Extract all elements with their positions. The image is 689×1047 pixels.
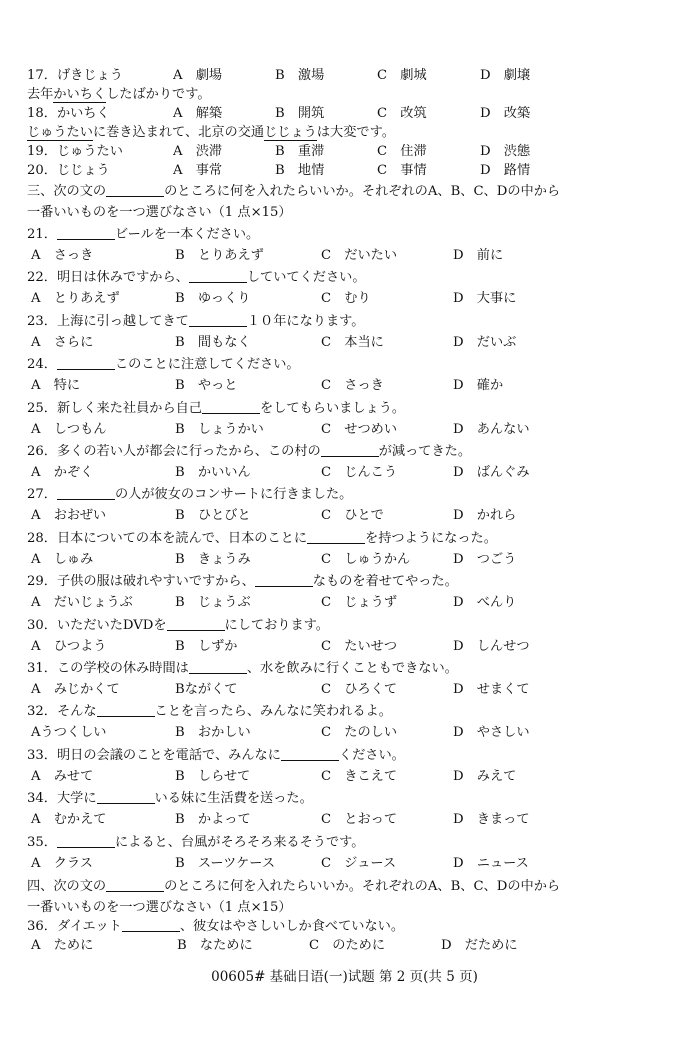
option-a: A だいじょうぶ (31, 595, 133, 610)
question-stem: 23．上海に引っ越してきて (27, 314, 189, 329)
question-28 (27, 529, 669, 549)
options-36 (27, 936, 669, 956)
vocab-options-17 (27, 66, 669, 86)
option-b: B きょうみ (175, 552, 251, 567)
option-c: C 事情 (377, 163, 427, 178)
option-a: A 渋滞 (173, 144, 223, 159)
option-a: A おおぜい (31, 508, 107, 523)
option-c: C のために (309, 938, 386, 953)
answer-blank (255, 572, 313, 587)
answer-blank (106, 182, 164, 197)
section-3-heading (27, 182, 669, 202)
option-a: A みじかくて (31, 682, 120, 697)
option-c: C 本当に (321, 335, 384, 350)
question-22 (27, 268, 669, 288)
options-30 (27, 637, 669, 657)
sentence-18 (27, 85, 669, 105)
answer-blank (189, 659, 247, 674)
option-d: D 渋態 (480, 144, 531, 159)
option-c: C さっき (321, 378, 384, 393)
option-d: D 大事に (453, 291, 517, 306)
page-footer: 00605# 基础日语(一)试题 第 2 页(共 5 页) (211, 969, 478, 985)
option-a: A かぞく (31, 465, 94, 480)
option-b: B しょうかい (175, 422, 264, 437)
question-stem: 、彼女はやさしいしか食べていない。 (179, 919, 405, 934)
section-heading-text: のところに何を入れたらいいか。それぞれのA、B、C、Dの中から (164, 184, 561, 199)
sentence-text: 去年 (27, 87, 54, 102)
sentence-text: は大変です。 (316, 125, 395, 140)
options-32 (27, 723, 669, 743)
option-d: D ニュース (453, 856, 529, 871)
question-23 (27, 312, 669, 332)
option-a: A 解築 (173, 106, 223, 121)
question-stem: 26．多くの若い人が都会に行ったから、この村の (27, 444, 321, 459)
options-28 (27, 550, 669, 570)
question-stem: 34．大学に (27, 791, 97, 806)
question-stem: していてください。 (246, 270, 366, 285)
option-d: D 改築 (480, 106, 531, 121)
question-stem: 36．ダイエット (27, 919, 122, 934)
option-d: D しんせつ (453, 639, 530, 654)
question-35 (27, 833, 669, 853)
option-b: B 開筑 (275, 106, 325, 121)
option-b: B 重滞 (275, 144, 325, 159)
option-b: B 地情 (275, 163, 325, 178)
section-instruction-text: 一番いいものを一つ選びなさい（1 点×15） (27, 900, 292, 915)
answer-blank (57, 833, 115, 848)
option-c: C だいたい (321, 248, 398, 263)
option-b: B ひとびと (175, 508, 251, 523)
answer-blank (57, 355, 115, 370)
option-d: D 確か (453, 378, 504, 393)
question-34 (27, 789, 669, 809)
answer-blank (321, 442, 379, 457)
question-stem: いる妹に生活費を送った。 (154, 791, 313, 806)
vocab-options-19 (27, 142, 669, 162)
section-3-instruction (27, 203, 669, 223)
answer-blank (189, 312, 247, 327)
question-stem: 20．じじょう (27, 163, 110, 178)
question-stem: ください。 (338, 748, 405, 763)
section-heading-text: 三、次の文の (27, 184, 107, 199)
question-27 (27, 485, 669, 505)
question-stem: の人が彼女のコンサートに行きました。 (114, 487, 353, 502)
options-24 (27, 376, 669, 396)
question-stem: 30．いただいたDVDを (27, 618, 167, 633)
options-25 (27, 420, 669, 440)
option-d: D 路情 (480, 163, 531, 178)
underlined-word: じゅうたい (27, 125, 93, 140)
question-stem: 24． (27, 357, 57, 372)
option-c: C 劇城 (377, 68, 427, 83)
option-d: D せまくて (453, 682, 530, 697)
option-a: A むかえて (31, 812, 107, 827)
question-stem: ことを言ったら、みんなに笑われるよ。 (154, 704, 392, 719)
question-33 (27, 746, 669, 766)
option-c: C ジュース (321, 856, 397, 871)
answer-blank (281, 746, 339, 761)
options-21 (27, 246, 669, 266)
option-a: A しゅみ (31, 552, 94, 567)
question-stem: ビールを一本ください。 (114, 227, 260, 242)
option-d: D 劇壌 (480, 68, 531, 83)
option-b: B とりあえず (175, 248, 264, 263)
question-21 (27, 225, 669, 245)
question-stem: 33．明日の会議のことを電話で、みんなに (27, 748, 281, 763)
question-stem: 25．新しく来た社員から自己 (27, 401, 203, 416)
option-c: C たいせつ (321, 639, 398, 654)
question-stem: にしております。 (224, 618, 329, 633)
option-d: D だために (441, 938, 518, 953)
section-4-heading (27, 877, 669, 897)
options-26 (27, 463, 669, 483)
option-b: B おかしい (175, 725, 251, 740)
sentence-text: したばかりです。 (106, 87, 211, 102)
option-b: B 間もなく (175, 335, 251, 350)
option-a: A ために (31, 938, 94, 953)
option-d: D きまって (453, 812, 530, 827)
option-d: D つごう (453, 552, 517, 567)
section-heading-text: のところに何を入れたらいいか。それぞれのA、B、C、Dの中から (164, 879, 561, 894)
question-25 (27, 399, 669, 419)
option-a: Aうつくしい (31, 725, 107, 740)
question-stem: なものを着せてやった。 (312, 574, 458, 589)
answer-blank (307, 529, 365, 544)
question-stem: を持つようになった。 (365, 531, 497, 546)
answer-blank (106, 877, 164, 892)
question-24 (27, 355, 669, 375)
option-b: B やっと (175, 378, 238, 393)
options-22 (27, 289, 669, 309)
option-a: A さらに (31, 335, 94, 350)
options-34 (27, 810, 669, 830)
sentence-text: に巻き込まれて、北京の交通 (92, 125, 265, 140)
option-d: D 前に (453, 248, 504, 263)
sentence-19-20 (27, 123, 669, 143)
vocab-options-20 (27, 161, 669, 181)
option-a: A しつもん (31, 422, 107, 437)
option-c: C しゅうかん (321, 552, 411, 567)
option-d: D だいぶ (453, 335, 517, 350)
option-c: C せつめい (321, 422, 398, 437)
answer-blank (57, 225, 115, 240)
answer-blank (97, 702, 155, 717)
answer-blank (202, 399, 260, 414)
option-c: C 改筑 (377, 106, 427, 121)
option-b: B 激場 (275, 68, 325, 83)
option-c: C 住滞 (377, 144, 427, 159)
option-a: A さっき (31, 248, 94, 263)
option-c: C むり (321, 291, 371, 306)
option-a: A 劇場 (173, 68, 223, 83)
answer-blank (97, 789, 155, 804)
option-a: A 特に (31, 378, 81, 393)
option-c: C たのしい (321, 725, 398, 740)
answer-blank (57, 485, 115, 500)
option-d: D かれら (453, 508, 517, 523)
options-23 (27, 333, 669, 353)
option-b: B スーツケース (175, 856, 276, 871)
answer-blank (189, 268, 247, 283)
question-stem: 32．そんな (27, 704, 97, 719)
option-b: B なために (177, 938, 253, 953)
underlined-word: じじょう (264, 125, 317, 140)
option-a: A クラス (31, 856, 93, 871)
question-36 (27, 917, 669, 937)
option-c: C ひとで (321, 508, 384, 523)
question-30 (27, 616, 669, 636)
option-a: A みせて (31, 769, 94, 784)
question-32 (27, 702, 669, 722)
answer-blank (167, 616, 225, 631)
option-d: D やさしい (453, 725, 530, 740)
options-33 (27, 767, 669, 787)
option-d: D みえて (453, 769, 517, 784)
option-d: D べんり (453, 595, 517, 610)
section-instruction-text: 一番いいものを一つ選びなさい（1 点×15） (27, 205, 292, 220)
option-b: B かよって (175, 812, 251, 827)
question-stem: 31．この学校の休み時間は (27, 661, 189, 676)
question-stem: 19．じゅうたい (27, 144, 123, 159)
question-stem: 17．げきじょう (27, 68, 123, 83)
question-stem: をしてもらいましょう。 (260, 401, 406, 416)
underlined-word: かいちく (53, 87, 107, 102)
options-27 (27, 506, 669, 526)
section-4-instruction (27, 898, 669, 918)
question-stem: 、水を飲みに行くこともできない。 (246, 661, 458, 676)
option-b: B しらせて (175, 769, 251, 784)
option-c: C ひろくて (321, 682, 398, 697)
question-stem: 22．明日は休みですから、 (27, 270, 189, 285)
option-b: B かいいん (175, 465, 251, 480)
options-29 (27, 593, 669, 613)
question-stem: 27． (27, 487, 57, 502)
question-stem: 18．かいちく (27, 106, 110, 121)
options-35 (27, 854, 669, 874)
option-b: Bながくて (175, 682, 238, 697)
question-31 (27, 659, 669, 679)
question-stem: １０年になります。 (246, 314, 365, 329)
option-b: B ゆっくり (175, 291, 251, 306)
option-d: D ばんぐみ (453, 465, 530, 480)
option-a: A とりあえず (31, 291, 120, 306)
option-a: A ひつよう (31, 639, 107, 654)
question-stem: によると、台風がそろそろ来るそうです。 (114, 835, 365, 850)
option-c: C じょうず (321, 595, 398, 610)
option-c: C きこえて (321, 769, 398, 784)
question-26 (27, 442, 669, 462)
option-c: C とおって (321, 812, 398, 827)
question-29 (27, 572, 669, 592)
option-a: A 事常 (173, 163, 223, 178)
answer-blank (122, 917, 180, 932)
section-heading-text: 四、次の文の (27, 879, 107, 894)
option-b: B じょうぶ (175, 595, 251, 610)
question-stem: 35． (27, 835, 57, 850)
option-c: C じんこう (321, 465, 398, 480)
question-stem: このことに注意してください。 (114, 357, 300, 372)
option-d: D あんない (453, 422, 530, 437)
options-31 (27, 680, 669, 700)
question-stem: が減ってきた。 (378, 444, 472, 459)
question-stem: 21． (27, 227, 57, 242)
vocab-options-18 (27, 104, 669, 124)
option-b: B しずか (175, 639, 238, 654)
question-stem: 29．子供の服は破れやすいですから、 (27, 574, 255, 589)
question-stem: 28．日本についての本を読んで、日本のことに (27, 531, 308, 546)
